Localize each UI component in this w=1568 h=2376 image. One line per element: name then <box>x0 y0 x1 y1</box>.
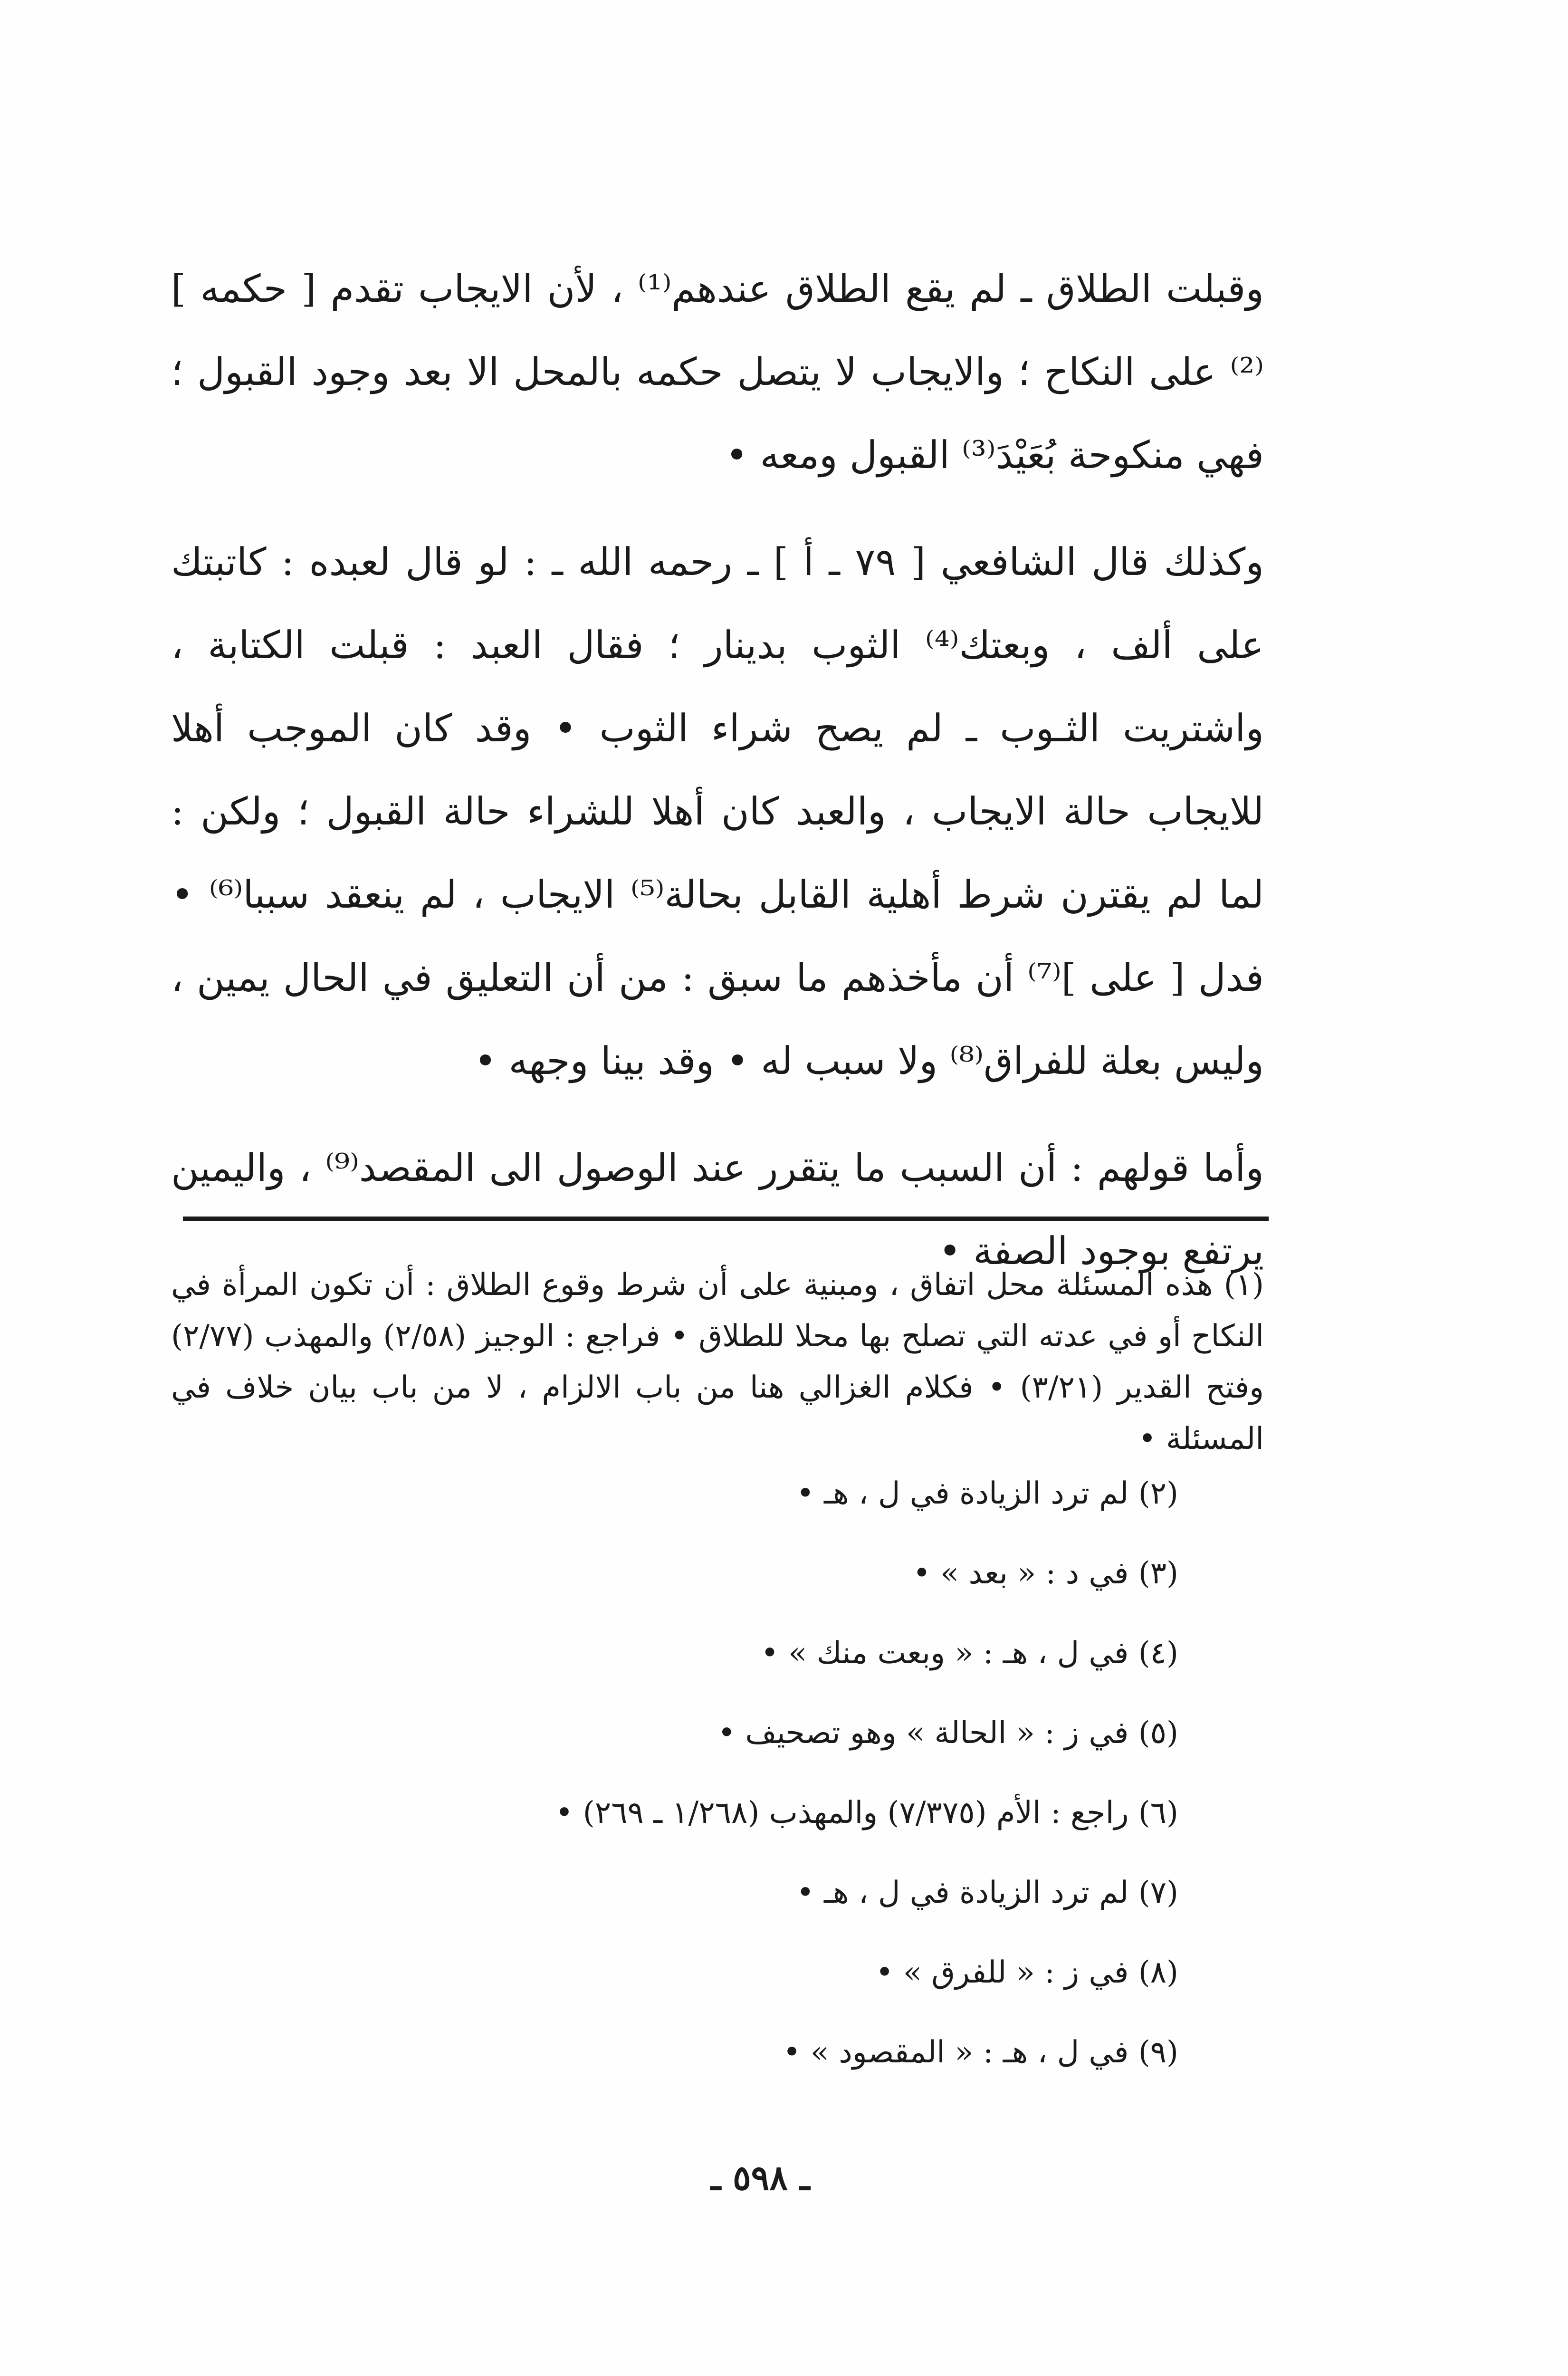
footnote: (٦) راجع : الأم (٧/٣٧٥) والمهذب (١/٢٦٨ ـ ٢٦٩) • <box>555 1795 1178 1830</box>
main-text <box>171 247 1264 1316</box>
footnote: (٣) في د : « بعد » • <box>912 1556 1178 1591</box>
main-paragraph: وكذلك قال الشافعي [ ٧٩ ـ أ ] ـ رحمه الله ـ : لو قال لعبده : كاتبتك على ألف ، وبعتك⁽⁴⁾ الثوب بدينار ؛ فقال العبد : قبلت الكتابة ، واشتريت الثـوب ـ لم يصح شراء الثوب • وقد كان الموجب أهلا للايجاب حالة الايجاب ، والعبد كان أهلا للشراء حالة القبول ؛ ولكن : لما لم يقترن شرط أهلية القابل بحالة⁽⁵⁾ الايجاب ، لم ينعقد سببا⁽⁶⁾ • فدل [ على ]⁽⁷⁾ أن مأخذهم ما سبق : من أن التعليق في الحال يمين ، وليس بعلة للفراق⁽⁸⁾ ولا سبب له • وقد بينا وجهه • <box>171 540 1264 1083</box>
footnote: (١) هذه المسئلة محل اتفاق ، ومبنية على أن شرط وقوع الطلاق : أن تكون المرأة في النكاح أو في عدته التي تصلح بها محلا للطلاق • فراجع : الوجيز (٢/٥٨) والمهذب (٢/٧٧) وفتح القدير (٣/٢١) • فكلام الغزالي هنا من باب الالزام ، لا من باب بيان خلاف في المسئلة • <box>171 1267 1264 1456</box>
footnote: (٧) لم ترد الزيادة في ل ، هـ • <box>796 1875 1178 1910</box>
footnotes <box>171 1259 1264 2073</box>
footnote: (٤) في ل ، هـ : « وبعت منك » • <box>761 1636 1178 1671</box>
footnote-divider <box>183 1217 1269 1221</box>
main-paragraph: وأما قولهم : أن السبب ما يتقرر عند الوصول الى المقصد⁽⁹⁾ ، واليمين يرتفع بوجود الصفة • <box>171 1146 1264 1273</box>
footnote: (٩) في ل ، هـ : « المقصود » • <box>783 2035 1178 2070</box>
page-number: ـ ٥٩٨ ـ <box>710 2157 810 2198</box>
footnote: (٥) في ز : « الحالة » وهو تصحيف • <box>717 1715 1178 1751</box>
footnote: (٨) في ز : « للفرق » • <box>875 1955 1178 1990</box>
main-paragraph: وقبلت الطلاق ـ لم يقع الطلاق عندهم⁽¹⁾ ، لأن الايجاب تقدم [ حكمه ]⁽²⁾ على النكاح ؛ والايجاب لا يتصل حكمه بالمحل الا بعد وجود القبول ؛ فهي منكوحة بُعَيْدَ⁽³⁾ القبول ومعه • <box>171 267 1264 477</box>
footnote: (٢) لم ترد الزيادة في ل ، هـ • <box>796 1476 1178 1511</box>
